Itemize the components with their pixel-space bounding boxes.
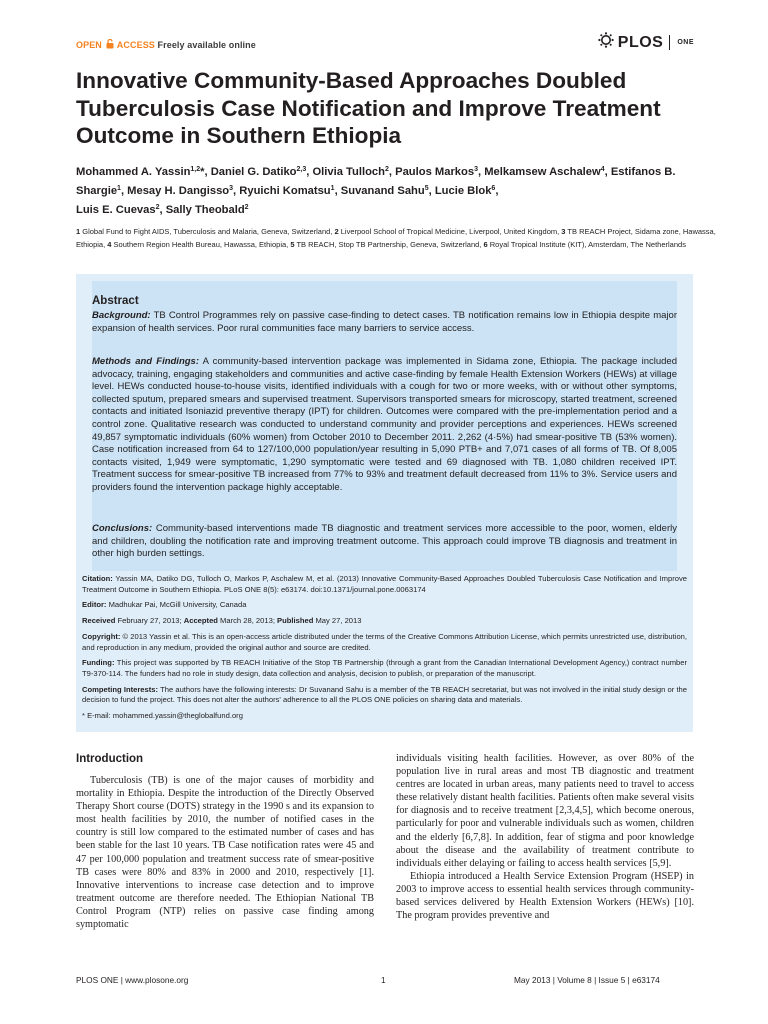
body-paragraph: Tuberculosis (TB) is one of the major causes of morbidity and mortality in Ethiopia. Despite the introduction of the Directly Observed Therapy Short course (DOTS) strategy in the 1990 s and its expansion to most health facilities by 2010, the number of notified cases in the country is still low compared to the estimated number of cases and has been stable for the last 10 years. TB Case notification rates were 45 and 47 per 100,000 population and treatment success rate of smear-positive TB cases were 80% and 83% in 2000 and 2010, respectively [1]. Innovative interventions to increase case detection and to improve treatment outcome are therefore needed. The Ethiopian National TB Control Program (NTP) relies on passive case finding among symptomatic — [76, 775, 374, 931]
open-access-banner — [76, 39, 256, 51]
author: Melkamsew Aschalew$^4$, — [484, 166, 611, 178]
author: Ryuichi Komatsu$^1$, — [239, 185, 341, 198]
freely-available-label: Freely available online — [157, 40, 256, 50]
corresponding-email[interactable]: * E-mail: mohammed.yassin@theglobalfund.org — [82, 711, 243, 721]
abstract-background: Background: TB Control Programmes rely on passive case-finding to detect cases. TB notification remains low in Ethiopia despite major expansion of health services. Poor rural communities face many barriers to service access. — [92, 310, 677, 334]
introduction-heading: Introduction — [76, 753, 144, 765]
author: Luis E. Cuevas$^2$, — [76, 204, 166, 217]
footer-journal-site[interactable]: PLOS ONE | www.plosone.org — [76, 975, 189, 985]
author: Olivia Tulloch$^2$, — [312, 166, 396, 178]
affiliations: 1 Global Fund to Fight AIDS, Tuberculosis and Malaria, Geneva, Switzerland, 2 Liverpool School of Tropical Medicine, Liverpool, United Kingdom, 3 TB REACH Project, Sidama zone, Hawassa, Ethiopia, 4 Southern Region Health Bureau, Hawassa, Ethiopia, 5 TB REACH, Stop TB Partnership, Geneva, Switzerland, 6 Royal Tropical Institute (KIT), Amsterdam, The Netherlands — [76, 227, 716, 249]
author: Daniel G. Datiko$^{2,3}$, — [210, 166, 313, 178]
abstract-box — [76, 274, 693, 732]
body-right-column — [396, 752, 694, 922]
body-left-column — [76, 752, 374, 931]
citation: Citation: Yassin MA, Datiko DG, Tulloch O, Markos P, Aschalew M, et al. (2013) Innovative Community-Based Approaches Doubled Tuberculosis Case Notification and Improve Treatment Outcome in Southern Ethiopia. PLoS ONE 8(5): e63174. doi:10.1371/journal.pone.0063174 — [82, 574, 687, 594]
author: Sally Theobald$^2$ — [165, 204, 249, 217]
footer-page-number: 1 — [381, 975, 386, 985]
abstract-methods: Methods and Findings: A community-based intervention package was implemented in Sidama zone, Ethiopia. The package included advocacy, training, engaging stakeholders and communities and active case-finding by female Health Extension Workers (HEWs) at village level. HEWs conducted house-to-house visits, identified individuals with a cough for two or more weeks, with or without other symptoms, collected sputum, prepared smears and supervised treatment. Supervisors transported smears for microscopy, started treatment, screened contacts and initiated Isoniazid preventive therapy (IPT) for children. Outcomes were compared with the pre-implementation period and a control zone. Qualitative research was conducted to understand community and provider perceptions and experiences. HEWs screened 49,857 symptomatic individuals (60% women) from October 2010 to December 2011. 2,262 (4·5%) had smear-positive TB (53% women). Case notification increased from 64 to 127/100,000 population/year resulting in 5,090 PTB+ and 7,071 cases of all forms of TB. Of 8,005 contacts visited, 1,949 were symptomatic, 1,290 symptomatic were tested and 69 diagnosed with TB. 1,080 children received IPT. Treatment success for smear-positive TB increased from 77% to 93% and treatment default decreased from 11% to 3%. Service users and providers found the intervention package highly acceptable. — [92, 356, 677, 493]
author: Mohammed A. Yassin$^{1,2}$*, — [76, 166, 211, 178]
author: Paulos Markos$^3$, — [395, 166, 485, 178]
article-title: Innovative Community-Based Approaches Doubled Tuberculosis Case Notification and Improve Treatment Outcome in Southern Ethiopia — [76, 68, 661, 148]
competing-interests: Competing Interests: The authors have the following interests: Dr Suvanand Sahu is a member of the TB REACH secretariat, but was not involved in the initial study design or the decision to fund the project. This does not alter the authors' adherence to all the PLOS ONE policies on sharing data and materials. — [82, 684, 688, 705]
author: Mesay H. Dangisso$^3$, — [127, 185, 240, 198]
author: Suvanand Sahu$^5$, — [340, 185, 435, 198]
author: Estifanos B. Shargie$^1$, — [76, 166, 676, 198]
footer-issue-info: May 2013 | Volume 8 | Issue 5 | e63174 — [514, 975, 660, 985]
funding: Funding: This project was supported by TB REACH Initiative of the Stop TB Partnership (through a grant from the Canadian International Development Agency,) contract number T9-370-114. The funders had no role in study design, data collection and analysis, decision to publish, or preparation of the manuscript. — [82, 658, 687, 678]
copyright: Copyright: © 2013 Yassin et al. This is an open-access article distributed under the terms of the Creative Commons Attribution License, which permits unrestricted use, distribution, and reproduction in any medium, provided the original author and source are credited. — [82, 631, 687, 652]
plos-wordmark: PLOS — [617, 33, 664, 51]
author-list — [76, 163, 716, 221]
plos-one-logo — [598, 32, 694, 53]
article-metadata — [82, 574, 687, 727]
one-wordmark: ONE — [677, 39, 694, 46]
abstract-heading: Abstract — [92, 295, 139, 307]
body-paragraph: Ethiopia introduced a Health Service Extension Program (HSEP) in 2003 to improve access to essential health services through community-based services delivered by Health Extension Workers (HEWs) [10]. The program provides preventive and — [396, 870, 694, 922]
abstract-conclusions: Conclusions: Community-based interventions made TB diagnostic and treatment services more accessible to the poor, women, elderly and children, doubling the notification rate and improving treatment outcome. This approach could improve TB diagnosis and treatment in other high burden settings. — [92, 523, 677, 560]
logo-divider — [669, 35, 670, 50]
dates: Received February 27, 2013; Accepted March 28, 2013; Published May 27, 2013 — [82, 616, 362, 626]
body-paragraph: individuals visiting health facilities. However, as over 80% of the population live in rural areas and most TB diagnostic and treatment centres are located in urban areas, many patients need to travel to access these relatively distant health facilities. Patients often make several visits for diagnosis and to receive treatment [2,3,4,5], which become onerous, particularly for poor and vulnerable individuals such as women, children and the elderly [6,7,8]. In addition, fear of stigma and poor knowledge about the disease and the availability of treatment contribute to individuals either delaying or failing to access health services [5,9]. — [396, 753, 694, 869]
abstract-panel — [92, 281, 677, 571]
plos-logo-icon — [598, 32, 614, 53]
access-label: ACCESS — [116, 40, 155, 50]
open-access-lock-icon — [106, 39, 114, 51]
editor: Editor: Madhukar Pai, McGill University, Canada — [82, 600, 247, 610]
author: Lucie Blok$^6$, — [434, 185, 499, 198]
open-label: OPEN — [76, 40, 102, 50]
